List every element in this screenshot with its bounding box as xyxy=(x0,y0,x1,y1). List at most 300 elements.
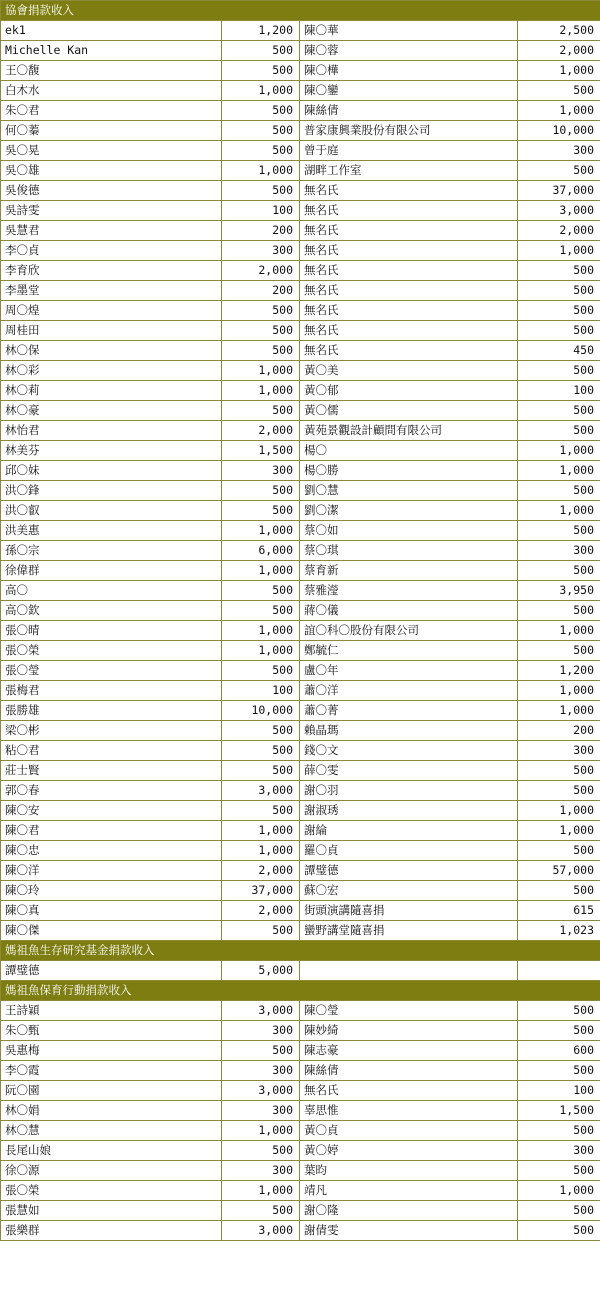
donation-amount: 500 xyxy=(518,1021,600,1041)
donor-name: 陳〇忠 xyxy=(1,841,222,861)
donor-name: 街頭演講隨喜捐 xyxy=(300,901,518,921)
donation-amount: 615 xyxy=(518,901,600,921)
donor-name: 黃〇美 xyxy=(300,361,518,381)
table-row xyxy=(1,481,600,501)
donation-amount: 10,000 xyxy=(518,121,600,141)
table-row xyxy=(1,1141,600,1161)
donation-amount: 500 xyxy=(222,921,300,941)
donor-name: 黃苑景觀設計顧問有限公司 xyxy=(300,421,518,441)
donor-name: Michelle Kan xyxy=(1,41,222,61)
donation-amount: 600 xyxy=(518,1041,600,1061)
donor-name: 謝〇羽 xyxy=(300,781,518,801)
donation-amount: 1,000 xyxy=(518,1181,600,1201)
donor-name: 陳〇瑩 xyxy=(300,1001,518,1021)
donor-name: 李育欣 xyxy=(1,261,222,281)
table-row xyxy=(1,901,600,921)
donor-name: 吳俊德 xyxy=(1,181,222,201)
donor-name: 辜思惟 xyxy=(300,1101,518,1121)
donation-amount: 1,000 xyxy=(518,61,600,81)
donation-amount: 6,000 xyxy=(222,541,300,561)
table-row xyxy=(1,961,600,981)
donation-amount: 500 xyxy=(222,61,300,81)
table-row xyxy=(1,441,600,461)
donation-amount: 3,000 xyxy=(222,1001,300,1021)
donor-name: 盧〇年 xyxy=(300,661,518,681)
donor-name: 王詩穎 xyxy=(1,1001,222,1021)
donation-amount: 57,000 xyxy=(518,861,600,881)
donation-amount: 1,000 xyxy=(222,621,300,641)
donation-amount: 500 xyxy=(518,521,600,541)
donor-name: 黃〇婷 xyxy=(300,1141,518,1161)
table-row xyxy=(1,1161,600,1181)
donor-name: 林〇娟 xyxy=(1,1101,222,1121)
table-row xyxy=(1,521,600,541)
donation-amount: 1,000 xyxy=(518,681,600,701)
donation-amount: 500 xyxy=(518,361,600,381)
donor-name: 無名氏 xyxy=(300,301,518,321)
donation-amount: 1,000 xyxy=(518,801,600,821)
table-row xyxy=(1,1101,600,1121)
section-title: 協會捐款收入 xyxy=(1,1,600,21)
donor-name: 洪〇鋒 xyxy=(1,481,222,501)
donation-amount: 1,000 xyxy=(222,381,300,401)
donor-name: 徐〇源 xyxy=(1,1161,222,1181)
table-row xyxy=(1,321,600,341)
donation-amount: 1,023 xyxy=(518,921,600,941)
donation-amount: 2,000 xyxy=(222,901,300,921)
donor-name: 黃〇貞 xyxy=(300,1121,518,1141)
donor-name: 洪美惠 xyxy=(1,521,222,541)
donor-name: 蔡育新 xyxy=(300,561,518,581)
table-row xyxy=(1,1181,600,1201)
donor-name: 莊士賢 xyxy=(1,761,222,781)
donation-amount: 500 xyxy=(518,401,600,421)
table-row xyxy=(1,261,600,281)
table-row xyxy=(1,281,600,301)
donor-name: 陳〇樺 xyxy=(300,61,518,81)
donation-amount: 100 xyxy=(518,381,600,401)
donor-name: 張樂群 xyxy=(1,1221,222,1241)
donation-amount: 100 xyxy=(222,681,300,701)
table-row xyxy=(1,121,600,141)
donor-name: 曾于庭 xyxy=(300,141,518,161)
donation-amount: 1,000 xyxy=(518,101,600,121)
table-row xyxy=(1,501,600,521)
donation-amount: 100 xyxy=(222,201,300,221)
donation-amount: 500 xyxy=(222,761,300,781)
donation-amount: 500 xyxy=(222,301,300,321)
donor-name: 陳絲倩 xyxy=(300,101,518,121)
donation-amount: 500 xyxy=(518,641,600,661)
donor-name: 周〇煌 xyxy=(1,301,222,321)
table-row xyxy=(1,361,600,381)
table-row xyxy=(1,561,600,581)
table-row xyxy=(1,21,600,41)
donor-name: 謝綸 xyxy=(300,821,518,841)
donor-name: 張〇瑩 xyxy=(1,661,222,681)
donor-name: 蔣〇儀 xyxy=(300,601,518,621)
donor-name: 葉昀 xyxy=(300,1161,518,1181)
donation-amount: 1,000 xyxy=(518,701,600,721)
donation-amount: 500 xyxy=(222,741,300,761)
donation-amount: 1,000 xyxy=(518,441,600,461)
donation-amount: 3,950 xyxy=(518,581,600,601)
donation-amount: 300 xyxy=(518,1141,600,1161)
table-row xyxy=(1,1201,600,1221)
donation-amount: 3,000 xyxy=(222,1221,300,1241)
donation-amount: 500 xyxy=(518,281,600,301)
table-row xyxy=(1,721,600,741)
donor-name: 羅〇貞 xyxy=(300,841,518,861)
donor-name: 謝倩雯 xyxy=(300,1221,518,1241)
donation-amount: 100 xyxy=(518,1081,600,1101)
donor-name: 譚璧德 xyxy=(1,961,222,981)
donation-amount: 500 xyxy=(222,501,300,521)
donor-name: 吳慧君 xyxy=(1,221,222,241)
donation-amount: 10,000 xyxy=(222,701,300,721)
donation-amount: 500 xyxy=(222,481,300,501)
donation-amount: 500 xyxy=(222,1141,300,1161)
donor-name: 吳〇晃 xyxy=(1,141,222,161)
donation-amount: 500 xyxy=(518,161,600,181)
table-row xyxy=(1,241,600,261)
section-header xyxy=(1,1,600,21)
donation-amount: 1,500 xyxy=(222,441,300,461)
donor-name: 白木水 xyxy=(1,81,222,101)
table-row xyxy=(1,1021,600,1041)
table-row xyxy=(1,921,600,941)
donation-amount: 300 xyxy=(222,1101,300,1121)
donor-name: 張慧如 xyxy=(1,1201,222,1221)
table-row xyxy=(1,301,600,321)
donation-amount: 1,000 xyxy=(222,821,300,841)
donation-amount: 300 xyxy=(222,461,300,481)
donor-name: 蘇〇宏 xyxy=(300,881,518,901)
donor-name: 李〇霞 xyxy=(1,1061,222,1081)
table-row xyxy=(1,881,600,901)
donor-name: 吳惠梅 xyxy=(1,1041,222,1061)
donor-name: 誼〇科〇股份有限公司 xyxy=(300,621,518,641)
donation-amount: 500 xyxy=(222,121,300,141)
donation-amount: 500 xyxy=(518,1161,600,1181)
donation-amount: 500 xyxy=(518,321,600,341)
donor-name: 周桂田 xyxy=(1,321,222,341)
donation-amount: 500 xyxy=(518,881,600,901)
table-row xyxy=(1,641,600,661)
donor-name: 譚璧德 xyxy=(300,861,518,881)
table-row xyxy=(1,1001,600,1021)
table-row xyxy=(1,41,600,61)
donor-name: 謝淑琇 xyxy=(300,801,518,821)
donation-amount: 500 xyxy=(518,1001,600,1021)
donation-amount: 300 xyxy=(518,541,600,561)
table-row xyxy=(1,201,600,221)
table-row xyxy=(1,161,600,181)
donation-amount: 500 xyxy=(518,761,600,781)
donor-name: 張勝雄 xyxy=(1,701,222,721)
donor-name: 蔡〇如 xyxy=(300,521,518,541)
donation-amount: 300 xyxy=(222,1161,300,1181)
section-title: 媽祖魚保育行動捐款收入 xyxy=(1,981,600,1001)
donation-amount xyxy=(518,961,600,981)
donor-name: 錢〇文 xyxy=(300,741,518,761)
donation-amount: 500 xyxy=(518,481,600,501)
donor-name: 楊〇勝 xyxy=(300,461,518,481)
table-row xyxy=(1,541,600,561)
table-row xyxy=(1,661,600,681)
donor-name: 普家康興業股份有限公司 xyxy=(300,121,518,141)
table-row xyxy=(1,101,600,121)
donor-name: 張梅君 xyxy=(1,681,222,701)
donor-name: 劉〇潔 xyxy=(300,501,518,521)
donation-amount: 500 xyxy=(222,721,300,741)
donation-amount: 500 xyxy=(222,141,300,161)
donation-amount: 500 xyxy=(518,1061,600,1081)
table-row xyxy=(1,741,600,761)
donor-name: 陳〇真 xyxy=(1,901,222,921)
donor-name: 何〇蓁 xyxy=(1,121,222,141)
donor-name: 朱〇君 xyxy=(1,101,222,121)
donation-amount: 500 xyxy=(518,1221,600,1241)
donor-name: 蠻野講堂隨喜捐 xyxy=(300,921,518,941)
donation-amount: 500 xyxy=(222,661,300,681)
donor-name: 陳〇君 xyxy=(1,821,222,841)
donor-name: 楊〇 xyxy=(300,441,518,461)
donation-amount: 1,000 xyxy=(518,501,600,521)
donor-name: 高〇欽 xyxy=(1,601,222,621)
donor-name: 無名氏 xyxy=(300,221,518,241)
donation-amount: 500 xyxy=(518,1201,600,1221)
donor-name: 賴晶瑪 xyxy=(300,721,518,741)
donor-name: 林美芬 xyxy=(1,441,222,461)
table-row xyxy=(1,381,600,401)
donation-amount: 200 xyxy=(518,721,600,741)
donation-amount: 300 xyxy=(222,1021,300,1041)
donation-amount: 500 xyxy=(222,321,300,341)
donation-amount: 300 xyxy=(222,1061,300,1081)
table-row xyxy=(1,821,600,841)
section-title: 媽祖魚生存研究基金捐款收入 xyxy=(1,941,600,961)
donation-amount: 500 xyxy=(222,181,300,201)
donor-name: 謝〇隆 xyxy=(300,1201,518,1221)
donation-amount: 500 xyxy=(518,81,600,101)
donation-amount: 500 xyxy=(222,1041,300,1061)
donation-amount: 200 xyxy=(222,221,300,241)
donation-amount: 3,000 xyxy=(222,781,300,801)
table-row xyxy=(1,81,600,101)
donor-name: 蔡雅瀅 xyxy=(300,581,518,601)
section-header xyxy=(1,981,600,1001)
donation-amount: 2,000 xyxy=(518,41,600,61)
table-row xyxy=(1,801,600,821)
donation-amount: 500 xyxy=(518,781,600,801)
donor-name: 無名氏 xyxy=(300,181,518,201)
donor-name: 無名氏 xyxy=(300,321,518,341)
table-row xyxy=(1,61,600,81)
table-row xyxy=(1,861,600,881)
donor-name: 陳〇洋 xyxy=(1,861,222,881)
donation-amount: 500 xyxy=(518,841,600,861)
donation-amount: 1,000 xyxy=(518,821,600,841)
donor-name: 薛〇雯 xyxy=(300,761,518,781)
donation-amount: 1,200 xyxy=(222,21,300,41)
donation-amount: 300 xyxy=(518,141,600,161)
donation-amount: 1,000 xyxy=(222,521,300,541)
donation-amount: 300 xyxy=(222,241,300,261)
donation-amount: 300 xyxy=(518,741,600,761)
donor-name: 林〇莉 xyxy=(1,381,222,401)
donor-name: 無名氏 xyxy=(300,281,518,301)
table-row xyxy=(1,1041,600,1061)
donor-name: 朱〇甄 xyxy=(1,1021,222,1041)
donor-name: 李〇貞 xyxy=(1,241,222,261)
donor-name: 邱〇妹 xyxy=(1,461,222,481)
donor-name: 陳〇安 xyxy=(1,801,222,821)
donation-amount: 37,000 xyxy=(222,881,300,901)
donation-amount: 1,000 xyxy=(222,641,300,661)
donor-name: 陳〇蓉 xyxy=(300,41,518,61)
donation-amount: 1,000 xyxy=(222,1181,300,1201)
table-row xyxy=(1,181,600,201)
table-row xyxy=(1,1121,600,1141)
donation-amount: 3,000 xyxy=(222,1081,300,1101)
donor-name: 鄭毓仁 xyxy=(300,641,518,661)
table-row xyxy=(1,701,600,721)
table-row xyxy=(1,1221,600,1241)
donor-name: 蕭〇菁 xyxy=(300,701,518,721)
donor-name: 高〇 xyxy=(1,581,222,601)
donor-name: 無名氏 xyxy=(300,201,518,221)
donation-amount: 500 xyxy=(222,41,300,61)
donation-amount: 500 xyxy=(222,601,300,621)
donation-amount: 1,200 xyxy=(518,661,600,681)
donor-name: 陳〇玲 xyxy=(1,881,222,901)
donation-amount: 1,000 xyxy=(222,161,300,181)
donor-name: 李墨堂 xyxy=(1,281,222,301)
donation-amount: 500 xyxy=(518,601,600,621)
donor-name: 林怡君 xyxy=(1,421,222,441)
donor-name: 林〇豪 xyxy=(1,401,222,421)
donation-amount: 200 xyxy=(222,281,300,301)
table-row xyxy=(1,421,600,441)
donor-name: 無名氏 xyxy=(300,1081,518,1101)
donor-name: 林〇彩 xyxy=(1,361,222,381)
donation-amount: 500 xyxy=(518,301,600,321)
table-row xyxy=(1,841,600,861)
donation-table-body xyxy=(1,1,600,1241)
donation-amount: 500 xyxy=(222,581,300,601)
donor-name: 無名氏 xyxy=(300,241,518,261)
table-row xyxy=(1,221,600,241)
table-row xyxy=(1,761,600,781)
donor-name: 靖凡 xyxy=(300,1181,518,1201)
donor-name: 孫〇宗 xyxy=(1,541,222,561)
donation-amount: 37,000 xyxy=(518,181,600,201)
donor-name: 蔡〇琪 xyxy=(300,541,518,561)
donor-name: 阮〇園 xyxy=(1,1081,222,1101)
donor-name: 吳詩雯 xyxy=(1,201,222,221)
donation-amount: 1,000 xyxy=(518,241,600,261)
donor-name: 無名氏 xyxy=(300,341,518,361)
donation-amount: 2,000 xyxy=(518,221,600,241)
donation-amount: 2,000 xyxy=(222,421,300,441)
donation-amount: 500 xyxy=(518,1121,600,1141)
donation-amount: 2,000 xyxy=(222,261,300,281)
table-row xyxy=(1,1061,600,1081)
donation-amount: 1,000 xyxy=(222,1121,300,1141)
table-row xyxy=(1,581,600,601)
table-row xyxy=(1,621,600,641)
donor-name: 長尾山娘 xyxy=(1,1141,222,1161)
donor-name: 郭〇春 xyxy=(1,781,222,801)
donor-name: 林〇慧 xyxy=(1,1121,222,1141)
donor-name: 陳〇傑 xyxy=(1,921,222,941)
donor-name: 張〇晴 xyxy=(1,621,222,641)
donor-name: 吳〇雄 xyxy=(1,161,222,181)
donor-name: 梁〇彬 xyxy=(1,721,222,741)
donation-amount: 1,000 xyxy=(222,561,300,581)
table-row xyxy=(1,601,600,621)
table-row xyxy=(1,681,600,701)
donor-name: 劉〇慧 xyxy=(300,481,518,501)
donor-name: 黃〇儒 xyxy=(300,401,518,421)
donation-amount: 1,500 xyxy=(518,1101,600,1121)
donor-name: 陳絲倩 xyxy=(300,1061,518,1081)
donor-name: 張〇榮 xyxy=(1,1181,222,1201)
donor-name: 陳〇華 xyxy=(300,21,518,41)
donation-amount: 5,000 xyxy=(222,961,300,981)
donor-name: 陳妙綺 xyxy=(300,1021,518,1041)
table-row xyxy=(1,461,600,481)
donor-name xyxy=(300,961,518,981)
donor-name: 張〇榮 xyxy=(1,641,222,661)
donation-amount: 2,000 xyxy=(222,861,300,881)
table-row xyxy=(1,341,600,361)
donation-amount: 1,000 xyxy=(518,461,600,481)
donor-name: 陳志豪 xyxy=(300,1041,518,1061)
donation-amount: 1,000 xyxy=(222,81,300,101)
table-row xyxy=(1,781,600,801)
donor-name: 王〇馥 xyxy=(1,61,222,81)
donor-name: ek1 xyxy=(1,21,222,41)
donation-amount: 500 xyxy=(518,421,600,441)
donor-name: 湖畔工作室 xyxy=(300,161,518,181)
donor-name: 陳〇鑾 xyxy=(300,81,518,101)
donation-amount: 500 xyxy=(222,401,300,421)
table-row xyxy=(1,141,600,161)
donation-amount: 500 xyxy=(222,1201,300,1221)
donation-amount: 450 xyxy=(518,341,600,361)
donation-amount: 1,000 xyxy=(222,841,300,861)
donation-amount: 3,000 xyxy=(518,201,600,221)
donor-name: 徐偉群 xyxy=(1,561,222,581)
donor-name: 無名氏 xyxy=(300,261,518,281)
donation-amount: 500 xyxy=(518,261,600,281)
donor-name: 粘〇君 xyxy=(1,741,222,761)
donation-amount: 500 xyxy=(222,101,300,121)
table-row xyxy=(1,1081,600,1101)
donation-amount: 500 xyxy=(518,561,600,581)
donor-name: 林〇保 xyxy=(1,341,222,361)
donation-amount: 500 xyxy=(222,341,300,361)
section-header xyxy=(1,941,600,961)
donor-name: 洪〇叡 xyxy=(1,501,222,521)
donor-name: 黃〇郁 xyxy=(300,381,518,401)
donor-name: 蕭〇洋 xyxy=(300,681,518,701)
donation-amount: 1,000 xyxy=(518,621,600,641)
table-row xyxy=(1,401,600,421)
donation-amount: 500 xyxy=(222,801,300,821)
